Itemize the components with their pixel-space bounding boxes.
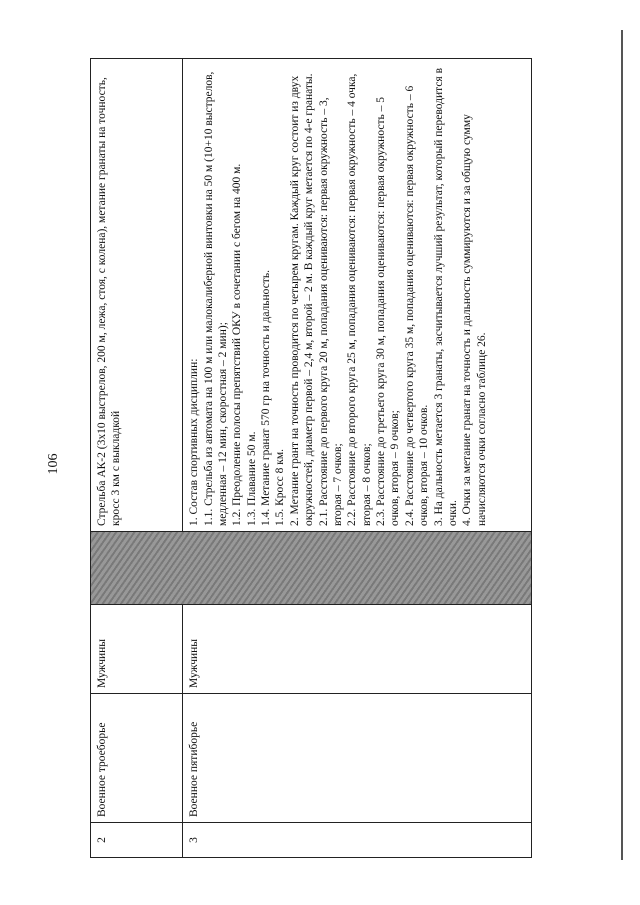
row-number: 3 (183, 823, 532, 858)
discipline-name: Военное троеборье (91, 694, 183, 823)
program-line: 2. Метание грант на точность проводится по четырем кругам. Каждый круг состоит из двух окружностей, диаметр первой – 2,4 м, второй – 2 м. В каждый круг метается по 4-е гранаты. (288, 73, 316, 526)
program-line: 1.3. Плавание 50 м. (245, 431, 258, 526)
row-number: 2 (91, 823, 183, 858)
gender-cell: Мужчины (183, 605, 532, 694)
program-line: 2.3. Расстояние до третьего круга 30 м, попадания оцениваются: первая окружность – 5 очков, вторая – 9 очков; (375, 97, 402, 526)
program-line: 1.2. Преодоление полосы препятствий ОКУ в сочетании с бегом на 400 м. (231, 163, 244, 526)
program-cell (91, 59, 183, 532)
program-line: 1.5. Кросс 8 км. (274, 448, 287, 526)
program-line: 1.1. Стрельба из автомата на 100 м или малокалиберной винтовки на 50 м (10+10 выстрелов, медленная – 12 мин, скоростная – 2 мин); (202, 71, 229, 526)
discipline-name: Военное пятиборье (183, 694, 532, 823)
program-line: 1.4. Метание гранат 570 гр на точность и дальность. (260, 270, 273, 526)
program-line: 2.2. Расстояние до второго круга 25 м, попадания оцениваются: первая окружность – 4 очка, вторая – 8 очков; (346, 73, 373, 526)
rotated-table-region (90, 58, 532, 858)
table-row (183, 59, 532, 858)
program-line: Стрельба АК-2 (3х10 выстрелов, 200 м, лежа, стоя, с колена), метание гранаты на точность, кросс 3 км с выкладкой (96, 77, 123, 526)
page-number: 106 (46, 453, 61, 475)
program-cell (183, 59, 532, 532)
program-line: 2.4. Расстояние до четвертого круга 35 м, попадания оцениваются: первая окружность – 6 очков, вторая – 10 очков. (403, 85, 431, 526)
table-row (91, 59, 183, 858)
program-line: 2.1. Расстояние до первого круга 20 м, попадания оцениваются: первая окружность – 3, вторая – 7 очков; (317, 97, 344, 526)
shaded-cell (91, 532, 532, 605)
disciplines-table (90, 58, 532, 858)
scan-border-mark (621, 30, 623, 860)
gender-cell: Мужчины (91, 605, 183, 694)
program-line: 3. На дальность метается 3 гранаты, засчитывается лучший результат, который переводится в очки. (432, 67, 459, 526)
program-line: 4. Очки за метание гранат на точность и дальность суммируются и за общую сумму начисляются очки согласно таблице 26. (461, 114, 488, 526)
program-line: 1. Состав спортивных дисциплин: (188, 358, 201, 526)
